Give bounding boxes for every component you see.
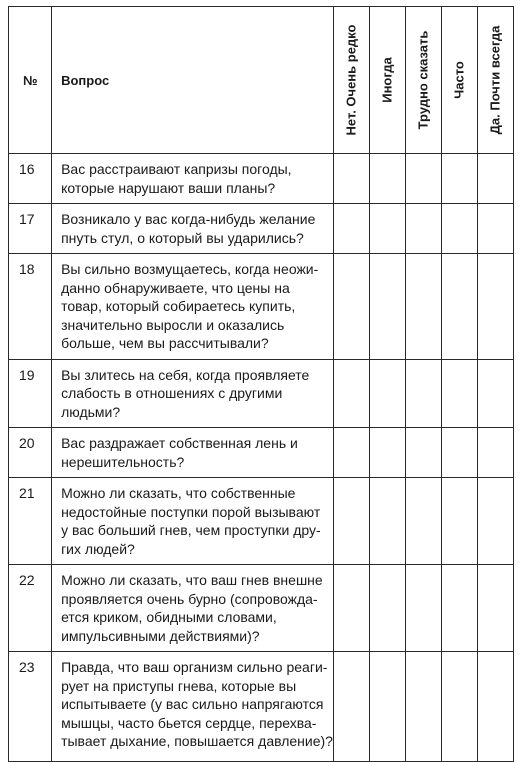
answer-cell-never[interactable] xyxy=(333,565,369,652)
answer-cell-often[interactable] xyxy=(441,428,477,478)
question-line: значительно выросли и оказались xyxy=(61,316,285,333)
question-text xyxy=(52,359,334,428)
answer-cell-sometimes[interactable] xyxy=(369,652,405,762)
answer-cell-often[interactable] xyxy=(441,359,477,428)
question-line: пнуть стул, о который вы ударились? xyxy=(61,229,304,246)
answer-cell-never[interactable] xyxy=(333,652,369,762)
question-row xyxy=(9,428,514,478)
answer-cell-sometimes[interactable] xyxy=(369,478,405,565)
question-line: Вас раздражает собственная лень и xyxy=(61,435,298,451)
answer-cell-hard-to-say[interactable] xyxy=(405,565,441,652)
answer-cell-never[interactable] xyxy=(333,204,369,254)
option-header-always xyxy=(477,7,513,154)
question-text xyxy=(52,652,334,762)
answer-cell-hard-to-say[interactable] xyxy=(405,428,441,478)
question-row xyxy=(9,478,514,565)
number-header: № xyxy=(9,7,52,154)
answer-cell-never[interactable] xyxy=(333,428,369,478)
answer-cell-sometimes[interactable] xyxy=(369,204,405,254)
answer-cell-often[interactable] xyxy=(441,154,477,204)
question-line: импульсивными действиями)? xyxy=(61,627,260,644)
answer-cell-often[interactable] xyxy=(441,565,477,652)
question-number: 16 xyxy=(9,154,52,204)
answer-cell-always[interactable] xyxy=(477,359,513,428)
question-line: Вы сильно возмущаетесь, когда неожи- xyxy=(61,261,319,277)
answer-cell-often[interactable] xyxy=(441,204,477,254)
option-label: Да. Почти всегда xyxy=(487,25,503,135)
question-line: мышцы, часто бьется сердце, перехва- xyxy=(61,714,317,731)
question-text xyxy=(52,478,334,565)
answer-cell-often[interactable] xyxy=(441,254,477,360)
question-number: 22 xyxy=(9,565,52,652)
question-line: у вас больший гнев, чем проступки дру- xyxy=(61,522,321,538)
answer-cell-never[interactable] xyxy=(333,154,369,204)
question-line: слабость в отношениях с другими xyxy=(61,385,283,401)
answer-cell-hard-to-say[interactable] xyxy=(405,478,441,565)
question-line: ется криком, обидными словами, xyxy=(61,609,277,625)
question-number: 19 xyxy=(9,359,52,428)
answer-cell-always[interactable] xyxy=(477,565,513,652)
question-line: Вы злитесь на себя, когда проявляете xyxy=(61,366,310,383)
question-row xyxy=(9,154,514,204)
answer-cell-hard-to-say[interactable] xyxy=(405,359,441,428)
question-number: 21 xyxy=(9,478,52,565)
answer-cell-sometimes[interactable] xyxy=(369,565,405,652)
question-line: испытываете (у вас сильно напрягаются xyxy=(61,696,324,712)
answer-cell-sometimes[interactable] xyxy=(369,428,405,478)
question-line: Можно ли сказать, что ваш гнев внешне xyxy=(61,572,323,588)
answer-cell-hard-to-say[interactable] xyxy=(405,652,441,762)
question-line: Возникало у вас когда-нибудь желание xyxy=(61,211,316,227)
answer-cell-always[interactable] xyxy=(477,428,513,478)
question-line: Правда, что ваш организм сильно реаги- xyxy=(61,659,328,675)
answer-cell-often[interactable] xyxy=(441,478,477,565)
question-line: недостойные поступки порой вызывают xyxy=(61,503,321,520)
question-number: 18 xyxy=(9,254,52,360)
question-line: людьми? xyxy=(61,403,121,420)
question-line: данно обнаруживаете, что цены на xyxy=(61,279,290,296)
questionnaire-table xyxy=(8,6,514,762)
option-header-often xyxy=(441,7,477,154)
option-header-sometimes xyxy=(369,7,405,154)
question-number: 17 xyxy=(9,204,52,254)
option-label: Иногда xyxy=(379,57,395,103)
question-row xyxy=(9,652,514,762)
question-number: 20 xyxy=(9,428,52,478)
answer-cell-always[interactable] xyxy=(477,204,513,254)
answer-cell-hard-to-say[interactable] xyxy=(405,254,441,360)
answer-cell-always[interactable] xyxy=(477,154,513,204)
question-row xyxy=(9,254,514,360)
question-line: нерешительность? xyxy=(61,453,185,470)
option-header-never xyxy=(333,7,369,154)
answer-cell-never[interactable] xyxy=(333,359,369,428)
question-line: тывает дыхание, повышается давление)? xyxy=(61,733,333,749)
question-line: товар, который собираетесь купить, xyxy=(61,298,296,314)
option-label: Трудно сказать xyxy=(415,30,431,130)
answer-cell-hard-to-say[interactable] xyxy=(405,204,441,254)
question-line: Вас расстраивают капризы погоды, xyxy=(61,161,292,177)
question-line: рует на приступы гнева, которые вы xyxy=(61,677,297,694)
question-text xyxy=(52,428,334,478)
question-text xyxy=(52,154,334,204)
question-row xyxy=(9,565,514,652)
question-line: проявляется очень бурно (сопровожда- xyxy=(61,590,318,607)
option-label: Часто xyxy=(451,61,467,99)
question-row xyxy=(9,359,514,428)
answer-cell-often[interactable] xyxy=(441,652,477,762)
answer-cell-hard-to-say[interactable] xyxy=(405,154,441,204)
question-line: больше, чем вы рассчитывали? xyxy=(61,335,269,351)
question-header: Вопрос xyxy=(52,7,334,154)
answer-cell-always[interactable] xyxy=(477,478,513,565)
answer-cell-always[interactable] xyxy=(477,652,513,762)
question-number: 23 xyxy=(9,652,52,762)
answer-cell-never[interactable] xyxy=(333,478,369,565)
question-text xyxy=(52,204,334,254)
question-line: которые нарушают ваши планы? xyxy=(61,179,276,196)
answer-cell-always[interactable] xyxy=(477,254,513,360)
answer-cell-never[interactable] xyxy=(333,254,369,360)
header-row xyxy=(9,7,514,154)
option-label: Нет. Очень редко xyxy=(343,24,359,136)
question-row xyxy=(9,204,514,254)
answer-cell-sometimes[interactable] xyxy=(369,154,405,204)
question-line: гих людей? xyxy=(61,540,135,557)
answer-cell-sometimes[interactable] xyxy=(369,254,405,360)
question-text xyxy=(52,254,334,360)
question-line: Можно ли сказать, что собственные xyxy=(61,485,296,501)
option-header-hard-to-say xyxy=(405,7,441,154)
answer-cell-sometimes[interactable] xyxy=(369,359,405,428)
question-text xyxy=(52,565,334,652)
